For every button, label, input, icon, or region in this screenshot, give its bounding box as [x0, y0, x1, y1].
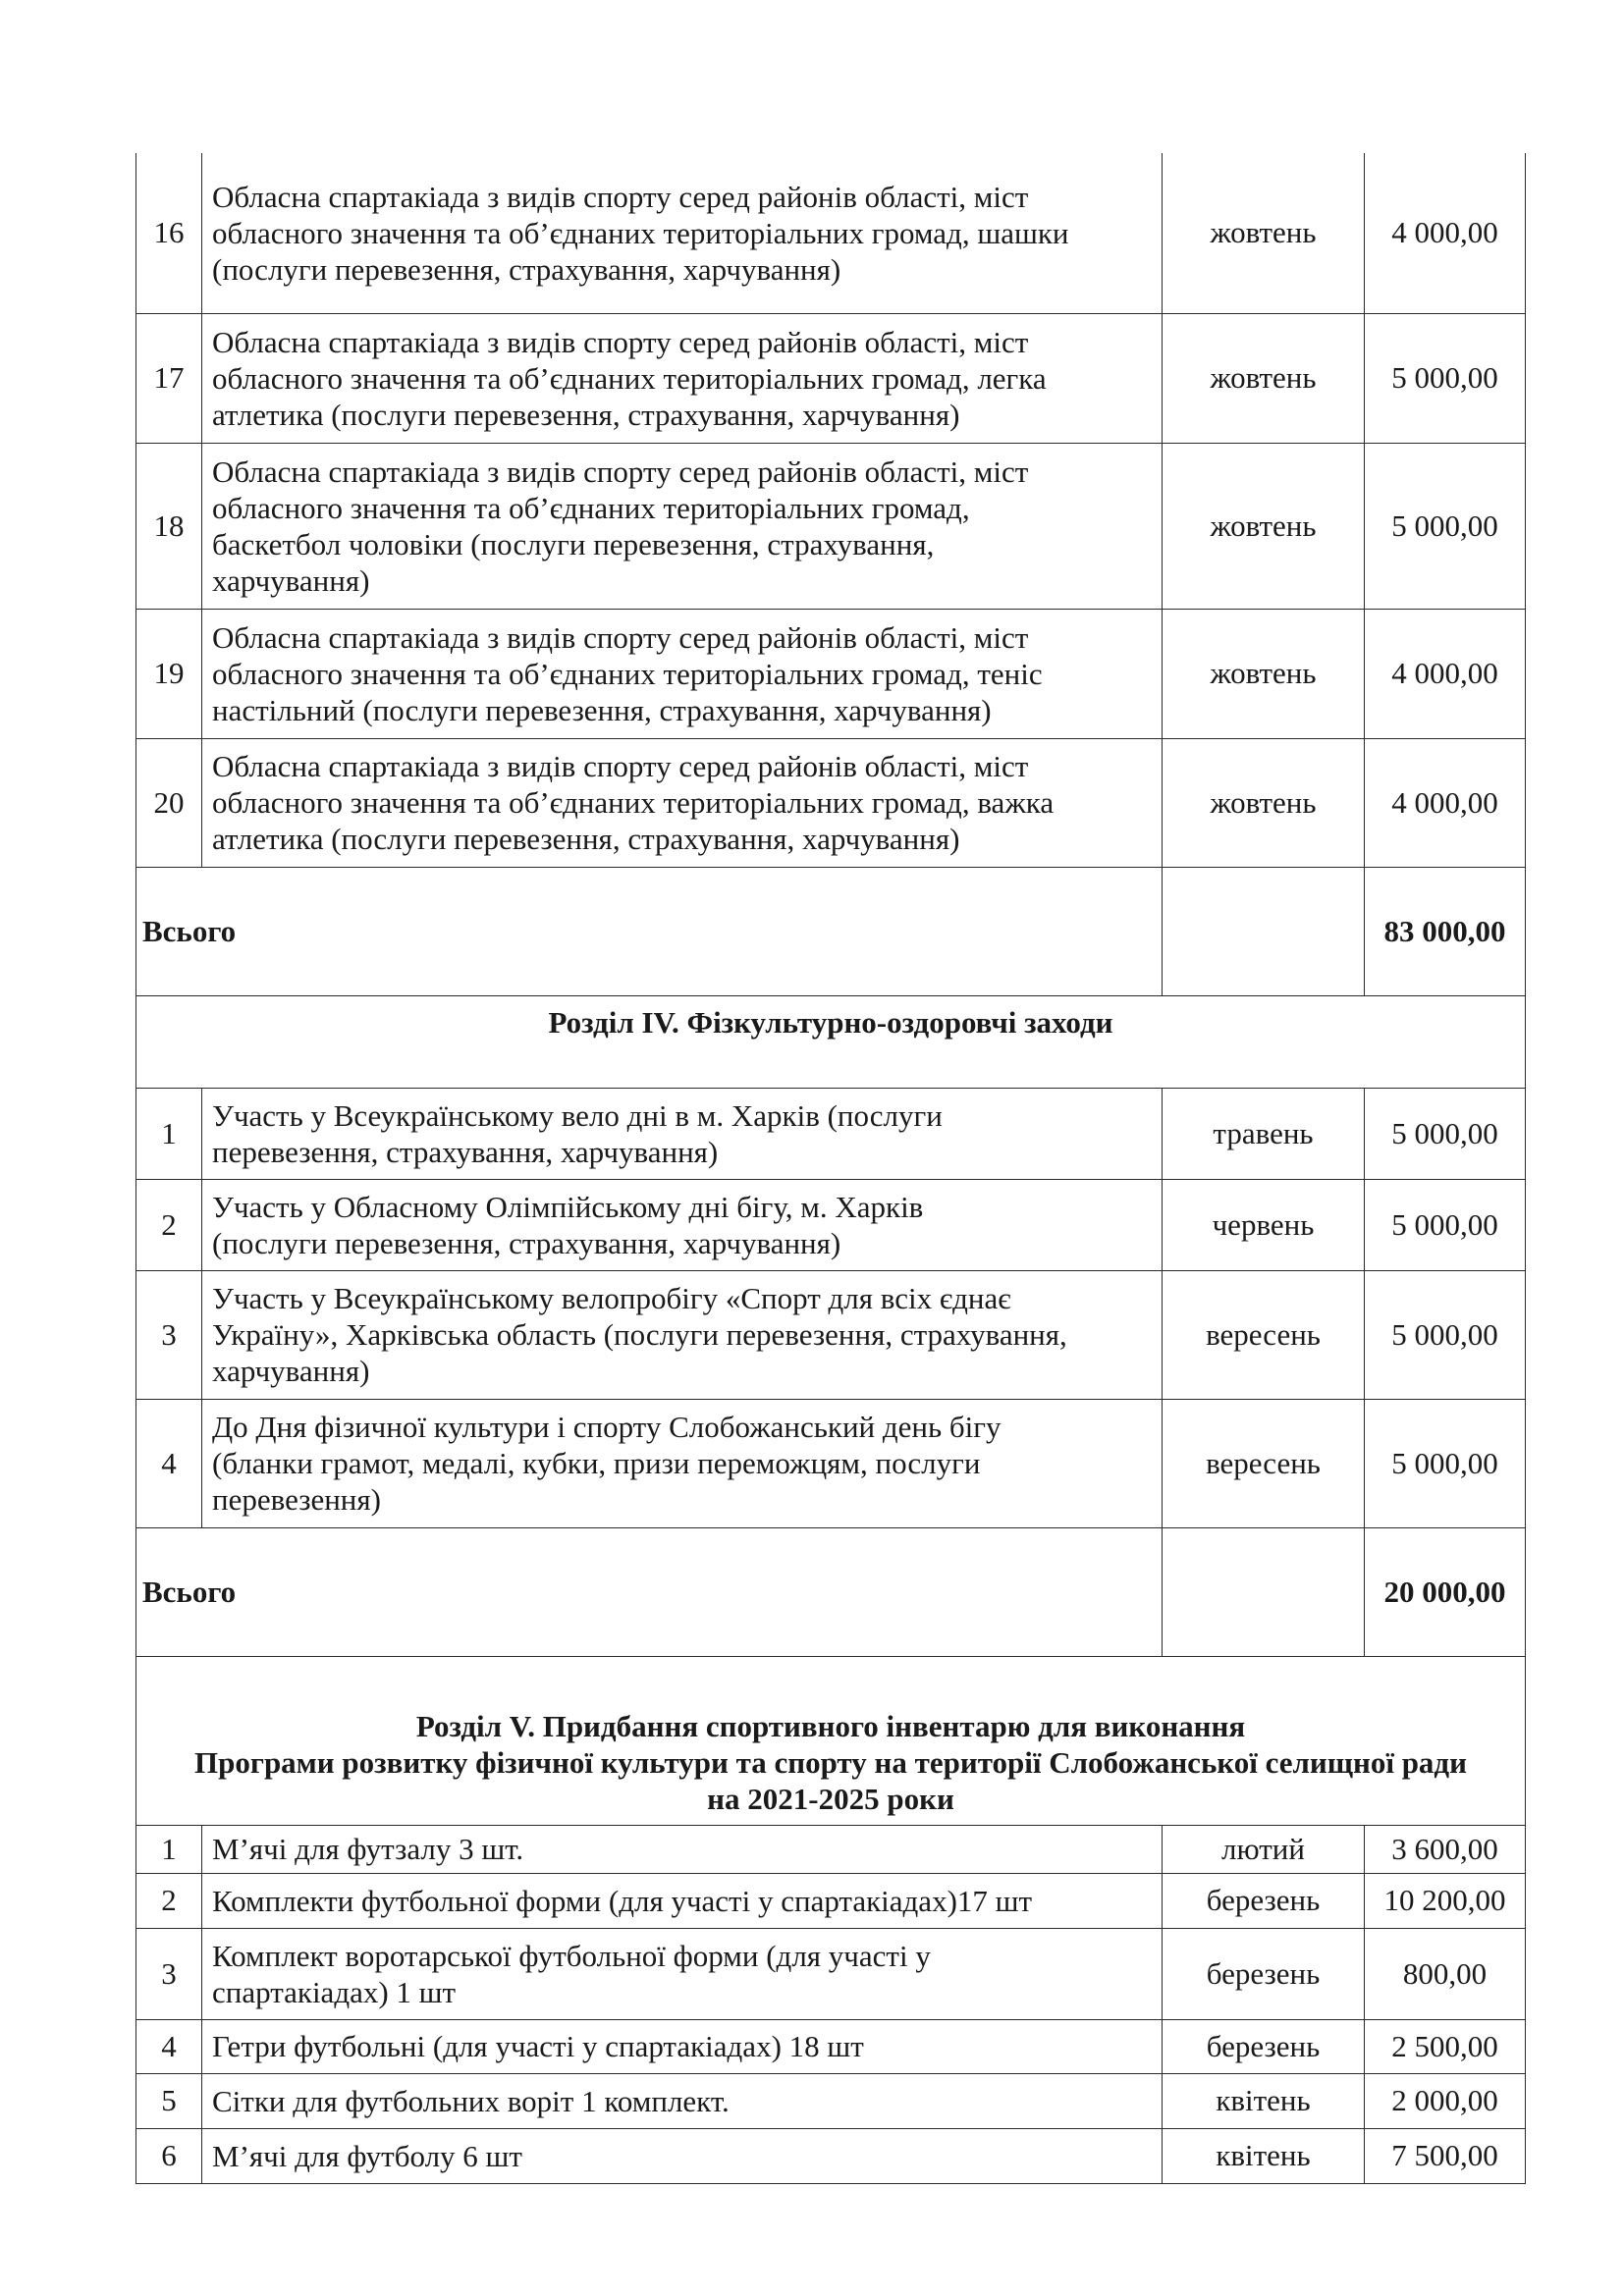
- description-line: М’ячі для футболу 6 шт: [212, 2138, 522, 2173]
- description-line: обласного значення та об’єднаних територіальних громад, теніс: [212, 656, 1043, 691]
- table-row: [136, 1270, 1526, 1399]
- description-line: До Дня фізичної культури і спорту Слобожанський день бігу: [212, 1410, 1001, 1444]
- description-line: перевезення): [212, 1482, 381, 1517]
- table-row: [136, 1928, 1526, 2019]
- event-amount: 2 000,00: [1365, 2073, 1526, 2128]
- table-row: [136, 153, 1526, 313]
- description-line: Обласна спартакіада з видів спорту серед районів області, міст: [212, 324, 1029, 359]
- event-description: [202, 2019, 1163, 2073]
- row-number: 6: [136, 2128, 202, 2183]
- section-title: [136, 1656, 1526, 1825]
- table-row: [136, 609, 1526, 738]
- table-row: [136, 2019, 1526, 2073]
- total-row: [136, 1527, 1526, 1656]
- row-number: 1: [136, 1088, 202, 1179]
- description-line: (послуги перевезення, страхування, харчування): [212, 1225, 841, 1260]
- event-description: [202, 1928, 1163, 2019]
- description-line: (послуги перевезення, страхування, харчування): [212, 251, 841, 287]
- description-line: Участь у Всеукраїнському велопробігу «Спорт для всіх єднає: [212, 1281, 1011, 1315]
- description-line: спартакіадах) 1 шт: [212, 1974, 457, 2009]
- row-number: 2: [136, 1179, 202, 1270]
- event-month: вересень: [1163, 1399, 1365, 1527]
- event-description: [202, 1179, 1163, 1270]
- row-number: 16: [136, 153, 202, 313]
- description-line: Комплект воротарської футбольної форми (для участі у: [212, 1938, 931, 1973]
- row-number: 20: [136, 738, 202, 867]
- description-line: харчування): [212, 562, 370, 598]
- budget-table: [135, 153, 1526, 2184]
- event-amount: 5 000,00: [1365, 1399, 1526, 1527]
- description-line: Участь у Всеукраїнському вело дні в м. Харків (послуги: [212, 1097, 943, 1133]
- event-month: червень: [1163, 1179, 1365, 1270]
- event-description: [202, 443, 1163, 609]
- description-line: Обласна спартакіада з видів спорту серед районів області, міст: [212, 749, 1029, 783]
- row-number: 4: [136, 2019, 202, 2073]
- description-line: перевезення, страхування, харчування): [212, 1134, 719, 1169]
- event-description: [202, 1270, 1163, 1399]
- event-amount: 3 600,00: [1365, 1825, 1526, 1873]
- event-description: [202, 153, 1163, 313]
- table-row: [136, 2128, 1526, 2183]
- table-row: [136, 738, 1526, 867]
- event-amount: 4 000,00: [1365, 153, 1526, 313]
- table-row: [136, 1873, 1526, 1928]
- event-description: [202, 1399, 1163, 1527]
- event-month: вересень: [1163, 1270, 1365, 1399]
- table-row: [136, 1399, 1526, 1527]
- event-month: лютий: [1163, 1825, 1365, 1873]
- description-line: обласного значення та об’єднаних територіальних громад, легка: [212, 360, 1047, 396]
- table-row: [136, 1179, 1526, 1270]
- budget-table-body: [136, 153, 1526, 2183]
- description-line: Обласна спартакіада з видів спорту серед районів області, міст: [212, 454, 1029, 489]
- total-empty-cell: [1163, 867, 1365, 995]
- row-number: 1: [136, 1825, 202, 1873]
- event-description: [202, 609, 1163, 738]
- event-month: квітень: [1163, 2128, 1365, 2183]
- event-description: [202, 313, 1163, 443]
- total-amount: 20 000,00: [1365, 1527, 1526, 1656]
- event-description: [202, 738, 1163, 867]
- event-month: жовтень: [1163, 738, 1365, 867]
- section-title-line: Розділ V. Придбання спортивного інвентарю для виконання: [415, 1708, 1246, 1743]
- section-header-row: [136, 1656, 1526, 1825]
- row-number: 2: [136, 1873, 202, 1928]
- total-label: Всього: [136, 1527, 1163, 1656]
- section-title-line: Програми розвитку фізичної культури та спорту на території Слобожанської селищної ради: [194, 1744, 1467, 1780]
- row-number: 18: [136, 443, 202, 609]
- description-line: баскетбол чоловіки (послуги перевезення, страхування,: [212, 526, 935, 561]
- event-amount: 5 000,00: [1365, 1179, 1526, 1270]
- total-amount: 83 000,00: [1365, 867, 1526, 995]
- table-row: [136, 2073, 1526, 2128]
- event-month: жовтень: [1163, 153, 1365, 313]
- table-row: [136, 313, 1526, 443]
- description-line: Сітки для футбольних воріт 1 комплект.: [212, 2083, 730, 2118]
- event-amount: 2 500,00: [1365, 2019, 1526, 2073]
- section-title: Розділ IV. Фізкультурно-оздоровчі заходи: [136, 995, 1526, 1088]
- event-description: [202, 2128, 1163, 2183]
- description-line: Гетри футбольні (для участі у спартакіадах) 18 шт: [212, 2029, 864, 2063]
- table-row: [136, 443, 1526, 609]
- total-label: Всього: [136, 867, 1163, 995]
- event-month: березень: [1163, 1928, 1365, 2019]
- row-number: 4: [136, 1399, 202, 1527]
- event-amount: 10 200,00: [1365, 1873, 1526, 1928]
- description-line: атлетика (послуги перевезення, страхування, харчування): [212, 397, 960, 432]
- description-line: Обласна спартакіада з видів спорту серед районів області, міст: [212, 179, 1029, 214]
- event-amount: 800,00: [1365, 1928, 1526, 2019]
- description-line: обласного значення та об’єднаних територіальних громад,: [212, 490, 970, 525]
- description-line: настільний (послуги перевезення, страхування, харчування): [212, 692, 992, 727]
- description-line: Обласна спартакіада з видів спорту серед районів області, міст: [212, 619, 1029, 655]
- row-number: 19: [136, 609, 202, 738]
- description-line: обласного значення та об’єднаних територіальних громад, важка: [212, 785, 1055, 820]
- event-description: [202, 1873, 1163, 1928]
- total-empty-cell: [1163, 1527, 1365, 1656]
- event-description: [202, 2073, 1163, 2128]
- description-line: (бланки грамот, медалі, кубки, призи переможцям, послуги: [212, 1446, 981, 1480]
- event-amount: 7 500,00: [1365, 2128, 1526, 2183]
- event-month: квітень: [1163, 2073, 1365, 2128]
- event-amount: 5 000,00: [1365, 1270, 1526, 1399]
- description-line: Комплекти футбольної форми (для участі у спартакіадах)17 шт: [212, 1883, 1033, 1918]
- event-description: [202, 1088, 1163, 1179]
- event-month: травень: [1163, 1088, 1365, 1179]
- event-description: [202, 1825, 1163, 1873]
- row-number: 17: [136, 313, 202, 443]
- section-header-row: [136, 995, 1526, 1088]
- total-row: [136, 867, 1526, 995]
- description-line: М’ячі для футзалу 3 шт.: [212, 1832, 524, 1866]
- event-month: жовтень: [1163, 313, 1365, 443]
- event-amount: 5 000,00: [1365, 313, 1526, 443]
- table-row: [136, 1825, 1526, 1873]
- event-amount: 4 000,00: [1365, 609, 1526, 738]
- row-number: 5: [136, 2073, 202, 2128]
- event-amount: 4 000,00: [1365, 738, 1526, 867]
- row-number: 3: [136, 1928, 202, 2019]
- description-line: Участь у Обласному Олімпійському дні бігу, м. Харків: [212, 1189, 924, 1224]
- event-month: жовтень: [1163, 443, 1365, 609]
- table-row: [136, 1088, 1526, 1179]
- event-month: жовтень: [1163, 609, 1365, 738]
- description-line: атлетика (послуги перевезення, страхування, харчування): [212, 822, 960, 856]
- section-title-line: на 2021-2025 роки: [707, 1781, 954, 1816]
- description-line: обласного значення та об’єднаних територіальних громад, шашки: [212, 215, 1069, 250]
- description-line: Україну», Харківська область (послуги перевезення, страхування,: [212, 1317, 1067, 1352]
- event-amount: 5 000,00: [1365, 1088, 1526, 1179]
- event-amount: 5 000,00: [1365, 443, 1526, 609]
- event-month: березень: [1163, 1873, 1365, 1928]
- row-number: 3: [136, 1270, 202, 1399]
- event-month: березень: [1163, 2019, 1365, 2073]
- description-line: харчування): [212, 1354, 370, 1388]
